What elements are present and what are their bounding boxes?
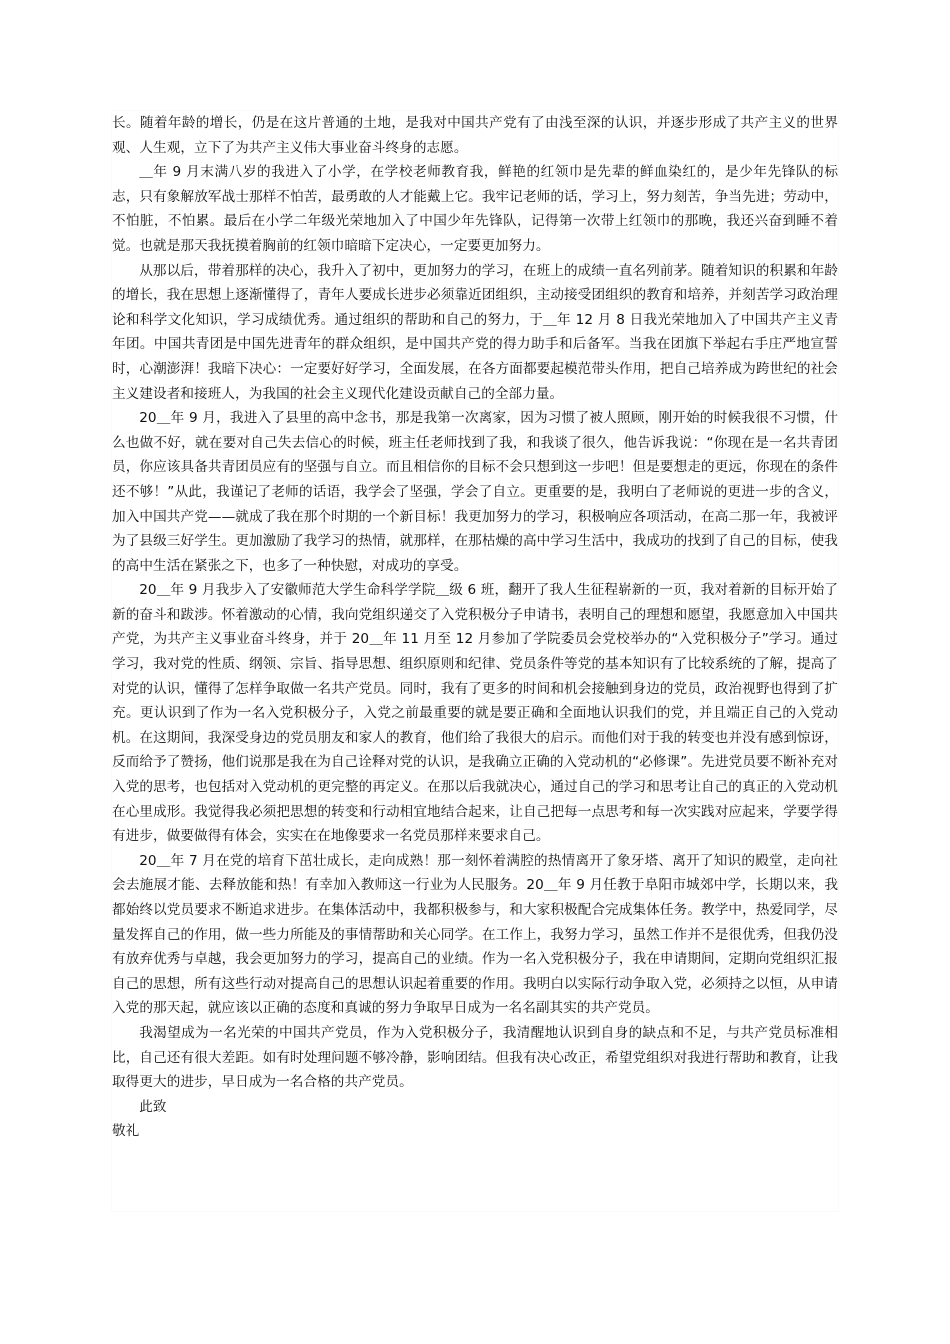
paragraph-aspiration: 我渴望成为一名光荣的中国共产党员，作为入党积极分子，我清醒地认识到自身的缺点和不足，与共产党员标准相比，自己还有很大差距。如有时处理问题不够冷静，影响团结。但我有决心改正，希望党组织对我进行帮助和教育，让我取得更大的进步，早日成为一名合格的共产党员。 <box>112 1024 838 1091</box>
document-page <box>112 111 838 1211</box>
paragraph-continuation: 长。随着年龄的增长，仍是在这片普通的土地，是我对中国共产党有了由浅至深的认识，并逐步形成了共产主义的世界观、人生观，立下了为共产主义伟大事业奋斗终身的志愿。 <box>112 115 838 156</box>
paragraph-university: 20＿年 9 月我步入了安徽师范大学生命科学学院＿级 6 班，翻开了我人生征程崭新的一页，我对着新的目标开始了新的奋斗和跋涉。怀着激动的心情，我向党组织递交了入党积极分子申请书，表明自己的理想和愿望，我愿意加入中国共产党，为共产主义事业奋斗终身，并于 20＿年 11 月至 12 月参加了学院委员会党校举办的“入党积极分子”学习。通过学习，我对党的性质、纲领、宗旨、指导思想、组织原则和纪律、党员条件等党的基本知识有了比较系统的了解，提高了对党的认识，懂得了怎样争取做一名共产党员。同时，我有了更多的时间和机会接触到身边的党员，政治视野也得到了扩充。更认识到了作为一名入党积极分子，入党之前最重要的就是要正确和全面地认识我们的党，并且端正自己的入党动机。在这期间，我深受身边的党员朋友和家人的教育，他们给了我很大的启示。而他们对于我的转变也并没有感到惊讶，反而给予了赞扬，他们说那是我在为自己诠释对党的认识，是我确立正确的入党动机的“必修课”。先进党员要不断补充对入党的思考，也包括对入党动机的更完整的再定义。在那以后我就决心，通过自己的学习和思考让自己的真正的入党动机在心里成形。我觉得我必须把思想的转变和行动相宜地结合起来，让自己把每一点思考和每一次实践对应起来，学要学得有进步，做要做得有体会，实实在在地像要求一名党员那样来要求自己。 <box>112 582 838 845</box>
closing-phrase: 此致 <box>139 1098 167 1115</box>
paragraph-junior-high: 从那以后，带着那样的决心，我升入了初中，更加努力的学习，在班上的成绩一直名列前茅。随着知识的积累和年龄的增长，我在思想上逐渐懂得了，青年人要成长进步必须靠近团组织，主动接受团组织的教育和培养，并刻苦学习政治理论和科学文化知识，学习成绩优秀。通过组织的帮助和自己的努力，于＿年 12 月 8 日我光荣地加入了中国共产主义青年团。中国共青团是中国先进青年的群众组织，是中国共产党的得力助手和后备军。当我在团旗下举起右手庄严地宣誓时，心潮澎湃！我暗下决心：一定要好好学习，全面发展，在各方面都要起模范带头作用，把自己培养成为跨世纪的社会主义建设者和接班人，为我国的社会主义现代化建设贡献自己的全部力量。 <box>112 262 838 402</box>
paragraph-teaching-career: 20＿年 7 月在党的培育下茁壮成长，走向成熟！那一刻怀着满腔的热情离开了象牙塔、离开了知识的殿堂，走向社会去施展才能、去释放能和热！有幸加入教师这一行业为人民服务。20＿年 9 月任教于阜阳市城郊中学，长期以来，我都始终以党员要求不断追求进步。在集体活动中，我都积极参与，和大家积极配合完成集体任务。教学中，热爱同学，尽量发挥自己的作用，做一些力所能及的事情帮助和关心同学。在工作上，我努力学习，虽然工作并不是很优秀，但我仍没有放弃优秀与卓越，我会更加努力的学习，提高自己的业绩。作为一名入党积极分子，我在申请期间，定期向党组织汇报自己的思想，所有这些行动对提高自己的思想认识起着重要的作用。我明白以实际行动争取入党，必须持之以恒，从申请入党的那天起，就应该以正确的态度和真诚的努力争取早日成为一名名副其实的共产党员。 <box>112 852 838 1017</box>
paragraph-primary-school: ＿年 9 月末满八岁的我进入了小学，在学校老师教育我，鲜艳的红领巾是先辈的鲜血染红的，是少年先锋队的标志，只有象解放军战士那样不怕苦，最勇敢的人才能戴上它。我牢记老师的话，学习上，努力刻苦，争当先进；劳动中，不怕脏，不怕累。最后在小学二年级光荣地加入了中国少年先锋队，记得第一次带上红领巾的那晚，我还兴奋到睡不着觉。也就是那天我抚摸着胸前的红领巾暗暗下定决心，一定要更加努力。 <box>112 164 838 254</box>
salutation: 敬礼 <box>112 1123 140 1140</box>
paragraph-senior-high: 20＿年 9 月，我进入了县里的高中念书，那是我第一次离家，因为习惯了被人照顾，刚开始的时候我很不习惯，什么也做不好，就在要对自己失去信心的时候，班主任老师找到了我，和我谈了很久，他告诉我说：“你现在是一名共青团员，你应该具备共青团员应有的坚强与自立。而且相信你的目标不会只想到这一步吧！但是要想走的更远，你现在的条件还不够！”从此，我谨记了老师的话语，我学会了坚强，学会了自立。更重要的是，我明白了老师说的更进一步的含义，加入中国共产党——就成了我在那个时期的一个新目标！我更加努力的学习，积极响应各项活动，在高二那一年，我被评为了县级三好学生。更加激励了我学习的热情，就那样，在那枯燥的高中学习生活中，我成功的找到了自己的目标，使我的高中生活在紧张之下，也多了一种快慰，对成功的享受。 <box>112 410 838 574</box>
